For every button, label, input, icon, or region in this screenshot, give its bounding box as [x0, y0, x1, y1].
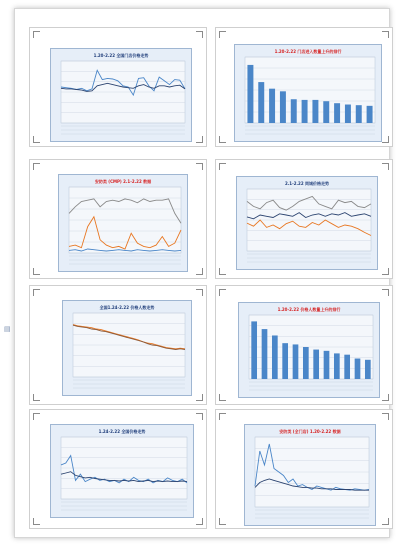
crop-mark: [219, 289, 226, 296]
chart-title: 安防类 (全门店) 1.20-2.22 数据: [279, 429, 341, 434]
bar: [334, 103, 340, 123]
bar: [247, 65, 253, 123]
chart-svg: [51, 49, 191, 141]
crop-mark: [219, 518, 226, 525]
chart-svg: [239, 303, 379, 397]
bar: [262, 329, 268, 379]
chart-panel: [50, 424, 194, 518]
crop-mark: [196, 163, 203, 170]
report-page[interactable]: [215, 409, 393, 529]
bar: [291, 99, 297, 123]
bar: [323, 101, 329, 123]
clipboard-icon[interactable]: ▤: [4, 325, 11, 333]
bar: [345, 105, 351, 123]
crop-mark: [33, 289, 40, 296]
chart-panel: [238, 302, 380, 398]
chart-title: 全国1.24-2.22 价格人数走势: [99, 305, 155, 310]
chart-svg: [245, 425, 375, 525]
chart-svg: [235, 45, 381, 141]
crop-mark: [33, 413, 40, 420]
bar: [269, 89, 275, 123]
chart-title: 2.1-2.22 同城价格走势: [284, 181, 329, 186]
report-page[interactable]: [215, 27, 393, 147]
crop-mark: [219, 31, 226, 38]
bar: [302, 100, 308, 123]
crop-mark: [196, 31, 203, 38]
crop-mark: [382, 413, 389, 420]
bar: [251, 321, 257, 379]
chart-panel: [236, 176, 378, 270]
chart-panel: [62, 300, 192, 396]
report-page[interactable]: [215, 159, 393, 279]
bar: [258, 82, 264, 123]
bar: [365, 360, 371, 379]
crop-mark: [196, 394, 203, 401]
crop-mark: [382, 136, 389, 143]
chart-panel: [234, 44, 382, 142]
chart-title: 1.20-2.22 全国门店价格走势: [93, 53, 149, 58]
chart-svg: [237, 177, 377, 269]
crop-mark: [33, 518, 40, 525]
bar: [367, 106, 373, 123]
bar: [334, 353, 340, 379]
bar: [356, 105, 362, 123]
crop-mark: [33, 394, 40, 401]
bar: [313, 350, 319, 379]
crop-mark: [196, 289, 203, 296]
bar: [312, 100, 318, 123]
bar: [282, 343, 288, 379]
chart-title: 1.20-2.22 门店进入数量上升的排行: [274, 49, 342, 54]
report-page[interactable]: [215, 285, 393, 405]
bar: [355, 359, 361, 379]
crop-mark: [196, 268, 203, 275]
chart-title: 安防类 (CMP) 2.1-2.22 数据: [94, 179, 152, 184]
report-page[interactable]: [29, 285, 207, 405]
bar: [293, 344, 299, 379]
chart-panel: [50, 48, 192, 142]
document-preview-frame: [14, 8, 390, 538]
crop-mark: [196, 136, 203, 143]
crop-mark: [219, 163, 226, 170]
crop-mark: [33, 31, 40, 38]
crop-mark: [382, 394, 389, 401]
crop-mark: [219, 268, 226, 275]
chart-svg: [51, 425, 193, 517]
bar: [280, 91, 286, 123]
crop-mark: [382, 31, 389, 38]
bar: [272, 335, 278, 379]
crop-mark: [382, 518, 389, 525]
chart-panel: [58, 174, 188, 272]
crop-mark: [33, 163, 40, 170]
crop-mark: [196, 413, 203, 420]
chart-svg: [59, 175, 187, 271]
chart-title: 1.20-2.22 价格人数量上升的排行: [277, 307, 341, 312]
crop-mark: [219, 136, 226, 143]
crop-mark: [33, 136, 40, 143]
crop-mark: [219, 413, 226, 420]
report-page[interactable]: [29, 159, 207, 279]
crop-mark: [382, 289, 389, 296]
bar: [303, 347, 309, 379]
crop-mark: [196, 518, 203, 525]
bar: [324, 351, 330, 379]
chart-title: 1.24-2.22 全国价格走势: [98, 429, 146, 434]
chart-svg: [63, 301, 191, 395]
crop-mark: [33, 268, 40, 275]
report-page[interactable]: [29, 27, 207, 147]
crop-mark: [382, 268, 389, 275]
crop-mark: [382, 163, 389, 170]
bar: [344, 355, 350, 379]
report-page[interactable]: [29, 409, 207, 529]
chart-panel: [244, 424, 376, 526]
crop-mark: [219, 394, 226, 401]
